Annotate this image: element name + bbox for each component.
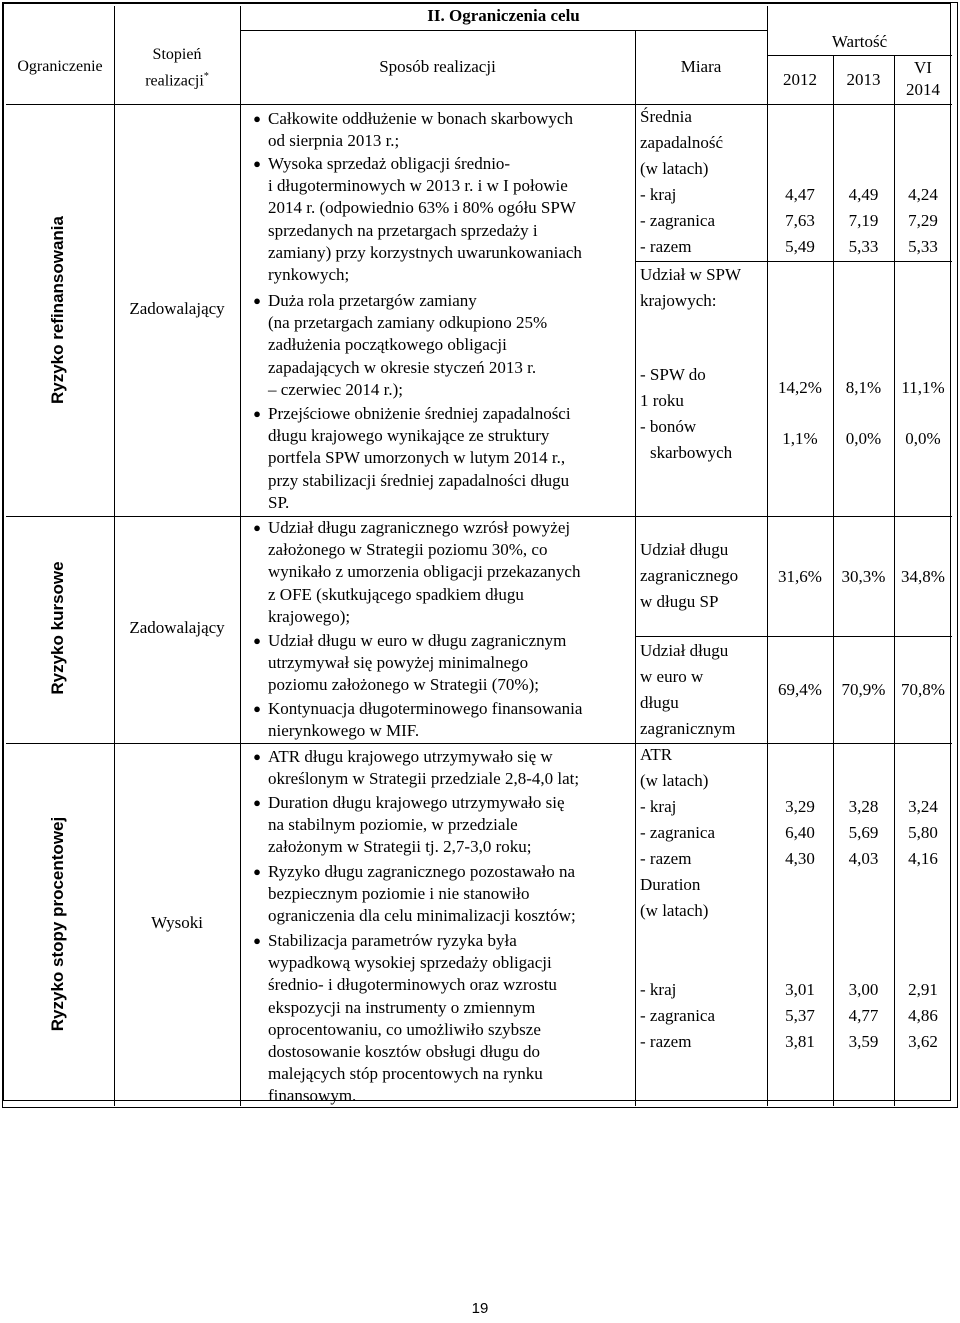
- stage-currency: Zadowalający: [129, 618, 225, 637]
- measure-refinancing-a: [640, 104, 723, 260]
- bullet-line: Całkowite oddłużenie w bonach skarbowych: [268, 109, 573, 128]
- value-cell: 70,8%: [901, 680, 945, 699]
- col-divider-3: [635, 30, 636, 1106]
- bullet-line: zamiany) przy korzystnych uwarunkowaniach: [268, 242, 582, 262]
- header-year-2013: 2013: [846, 70, 881, 89]
- bullet-line: rynkowych;: [268, 265, 350, 285]
- header-stage-line2: [114, 66, 240, 92]
- measure-line: (w latach): [640, 159, 709, 178]
- bullet-icon: ●: [253, 701, 261, 716]
- value-cell: 30,3%: [841, 567, 886, 586]
- value-cell: 3,59: [848, 1032, 879, 1051]
- measure-line: - kraj: [640, 980, 677, 999]
- value-cell: 5,69: [848, 823, 879, 842]
- header-measure: Miara: [680, 57, 722, 76]
- measure-line: - zagranica: [640, 823, 716, 842]
- page-number: 19: [471, 1300, 489, 1317]
- measure-interest-duration: [640, 977, 715, 1055]
- bullet-line: wynikało z umorzenia obligacji przekazanych: [268, 562, 581, 582]
- measure-currency-b: [640, 638, 735, 742]
- values-duration-2012: [767, 977, 833, 1055]
- measure-refinancing-b: [640, 362, 732, 466]
- values-atr-2012: [767, 794, 833, 872]
- bullet-line: Udział długu w euro w długu zagranicznym: [268, 631, 567, 650]
- measure-line: - kraj: [640, 797, 677, 816]
- rule-row2-bottom: [6, 743, 952, 744]
- value-cell: 0,0%: [845, 429, 882, 448]
- values-refinancing-2012: [767, 182, 833, 260]
- constraint-refinancing: Ryzyko refinansowania: [48, 216, 67, 405]
- value-cell: 3,28: [848, 797, 879, 816]
- header-constraint: Ograniczenie: [17, 58, 103, 75]
- bullet-line: i długoterminowych w 2013 r. i w I połowie: [268, 176, 568, 196]
- value-cell: 4,47: [785, 185, 815, 204]
- measure-line: Udział długu: [640, 641, 729, 660]
- value-cell: 4,86: [908, 1006, 938, 1025]
- bullet-line: Stabilizacja parametrów ryzyka była: [268, 931, 517, 950]
- bullet-line: oprocentowaniu, co umożliwiło szybsze: [268, 1019, 541, 1039]
- measure-line: Duration: [640, 875, 701, 894]
- bullet-line: – czerwiec 2014 r.);: [268, 379, 403, 399]
- value-cell: 5,33: [908, 237, 938, 256]
- bullet-line: Wysoka sprzedaż obligacji średnio-: [268, 154, 511, 173]
- value-cell: 14,2%: [778, 378, 822, 397]
- measure-currency-a: [640, 537, 738, 615]
- measure-line: ATR: [640, 745, 673, 764]
- measure-line: (w latach): [640, 901, 709, 920]
- bullet-line: długu krajowego wynikające ze struktury: [268, 426, 550, 446]
- bullet-icon: ●: [253, 933, 261, 948]
- bullet-line: utrzymywał się powyżej minimalnego: [268, 653, 529, 673]
- header-method: Sposób realizacji: [379, 57, 496, 76]
- measure-line: - razem: [640, 849, 692, 868]
- value-cell: 3,29: [785, 797, 815, 816]
- measure-line: - zagranica: [640, 1006, 716, 1025]
- measure-line: zagranicznego: [640, 566, 739, 585]
- header-stage-line1: Stopień: [152, 46, 202, 63]
- measure-line: Udział długu: [640, 540, 729, 559]
- value-cell: 69,4%: [778, 680, 822, 699]
- col-divider-2: [240, 6, 241, 1106]
- bullet-line: finansowym.: [268, 1086, 357, 1106]
- value-cell: 4,77: [848, 1006, 879, 1025]
- constraint-currency: Ryzyko kursowe: [48, 561, 67, 695]
- value-cell: 7,63: [785, 211, 815, 230]
- rule-row2-split: [635, 636, 952, 637]
- bullet-line: wypadkową wysokiej sprzedaży obligacji: [268, 953, 552, 973]
- value-cell: 1,1%: [782, 429, 818, 448]
- stage-refinancing: Zadowalający: [129, 299, 225, 318]
- header-year3-line1: VI: [914, 58, 932, 77]
- header-value: Wartość: [831, 32, 888, 51]
- measure-line: - razem: [640, 1032, 692, 1051]
- measure-line: krajowych:: [640, 291, 717, 310]
- bullet-line: na stabilnym poziomie, w przedziale: [268, 815, 518, 835]
- value-cell: 70,9%: [841, 680, 886, 699]
- values-refinancing-2014: [894, 182, 952, 260]
- value-cell: 3,62: [908, 1032, 938, 1051]
- bullet-icon: ●: [253, 293, 261, 308]
- bullet-line: krajowego);: [268, 606, 351, 626]
- bullet-line: ograniczenia dla celu minimalizacji kosztów;: [268, 906, 576, 926]
- value-cell: 4,16: [908, 849, 938, 868]
- bullet-icon: ●: [253, 156, 261, 171]
- measure-line: Udział w SPW: [640, 265, 742, 284]
- value-cell: 6,40: [785, 823, 815, 842]
- value-cell: 5,49: [785, 237, 815, 256]
- value-cell: 2,91: [908, 980, 938, 999]
- value-cell: 7,29: [908, 211, 938, 230]
- bullet-icon: ●: [253, 795, 261, 810]
- bullet-line: (na przetargach zamiany odkupiono 25%: [268, 313, 548, 333]
- bullet-line: od sierpnia 2013 r.;: [268, 131, 400, 151]
- value-cell: 3,81: [785, 1032, 815, 1051]
- header-stage-word: realizacji: [145, 72, 204, 90]
- bullet-line: Przejściowe obniżenie średniej zapadalności: [268, 404, 571, 423]
- header-stage-footnote-mark: *: [203, 71, 209, 82]
- bullet-icon: ●: [253, 633, 261, 648]
- bullet-line: 2014 r. (odpowiednio 63% i 80% ogółu SPW: [268, 198, 576, 218]
- bullet-line: zapadających w okresie styczeń 2013 r.: [268, 357, 537, 377]
- bullet-line: ekspozycji na instrumenty o zmiennym: [268, 997, 536, 1017]
- values-atr-2014: [894, 794, 952, 872]
- stage-interest-rate: Wysoki: [151, 913, 203, 932]
- rule-value-header: [768, 55, 952, 56]
- measure-line: zapadalność: [640, 133, 724, 152]
- rule-header-bottom: [6, 104, 952, 105]
- value-cell: 31,6%: [778, 567, 822, 586]
- values-duration-2013: [833, 977, 894, 1055]
- measure-interest-atr: [640, 742, 715, 924]
- bullet-line: poziomu założonego w Strategii (70%);: [268, 675, 539, 695]
- measure-line: 1 roku: [640, 391, 684, 410]
- section-title: II. Ograniczenia celu: [427, 6, 580, 25]
- measure-line: (w latach): [640, 771, 709, 790]
- values-duration-2014: [894, 977, 952, 1055]
- bullet-line: Kontynuacja długoterminowego finansowania: [268, 699, 583, 718]
- value-cell: 3,00: [848, 980, 879, 999]
- header-year-vi-2014: [894, 57, 952, 101]
- measure-line: Średnia: [640, 107, 692, 126]
- measure-line: długu: [640, 693, 679, 712]
- bullet-icon: ●: [253, 111, 261, 126]
- value-cell: 3,01: [785, 980, 815, 999]
- bullet-icon: ●: [253, 406, 261, 421]
- bullet-line: portfela SPW umorzonych w lutym 2014 r.,: [268, 448, 566, 468]
- bullet-line: SP.: [268, 492, 290, 512]
- col-divider-1: [114, 6, 115, 1106]
- value-cell: 5,80: [908, 823, 938, 842]
- bullet-line: nierynkowego w MIF.: [268, 721, 420, 741]
- rule-title-bottom: [240, 30, 767, 31]
- col-divider-4: [767, 6, 768, 1106]
- measure-line: - bonów: [640, 417, 697, 436]
- value-cell: 4,03: [848, 849, 879, 868]
- measure-line: - razem: [640, 237, 692, 256]
- bullet-line: Duża rola przetargów zamiany: [268, 291, 477, 310]
- measure-line: w długu SP: [640, 592, 719, 611]
- constraint-interest-rate: Ryzyko stopy procentowej: [48, 816, 67, 1032]
- header-stage: [114, 44, 240, 92]
- value-cell: 34,8%: [901, 567, 945, 586]
- bullet-line: zadłużenia początkowego obligacji: [268, 335, 507, 355]
- bullet-line: określonym w Strategii przedziale 2,8-4,0 lat;: [268, 769, 580, 789]
- bullet-line: dostosowanie kosztów obsługi długu do: [268, 1042, 540, 1062]
- bullet-line: malejących stóp procentowych na rynku: [268, 1064, 543, 1084]
- bullet-icon: ●: [253, 864, 261, 879]
- values-refinancing-2013: [833, 182, 894, 260]
- value-cell: 3,24: [908, 797, 938, 816]
- value-cell: 4,24: [908, 185, 938, 204]
- bullet-line: z OFE (skutkującego spadkiem długu: [268, 584, 524, 604]
- bullet-line: średnio- i długoterminowych oraz wzrostu: [268, 975, 557, 995]
- bullet-line: założonym w Strategii tj. 2,7-3,0 roku;: [268, 837, 532, 857]
- bullet-icon: ●: [253, 749, 261, 764]
- bullet-line: Udział długu zagranicznego wzrósł powyżej: [268, 518, 571, 537]
- value-cell: 4,49: [848, 185, 879, 204]
- value-cell: 11,1%: [901, 378, 945, 397]
- measure-line: zagranicznym: [640, 719, 736, 738]
- bullet-line: Ryzyko długu zagranicznego pozostawało na: [268, 862, 576, 881]
- bullet-line: założonego w Strategii poziomu 30%, co: [268, 540, 548, 560]
- value-cell: 4,30: [785, 849, 815, 868]
- value-cell: 5,37: [785, 1006, 815, 1025]
- bullet-line: przy stabilizacji średniej zapadalności długu: [268, 470, 570, 490]
- value-cell: 0,0%: [905, 429, 941, 448]
- header-year-2012: 2012: [783, 70, 817, 89]
- measure-line: skarbowych: [650, 443, 733, 462]
- header-year3-line2: 2014: [906, 80, 940, 99]
- measure-line: - kraj: [640, 185, 677, 204]
- measure-refinancing-spw: [640, 262, 741, 314]
- bullet-line: sprzedanych na przetargach sprzedaży i: [268, 220, 538, 240]
- values-atr-2013: [833, 794, 894, 872]
- value-cell: 7,19: [848, 211, 879, 230]
- bullet-line: bezpiecznym poziomie i nie stanowiło: [268, 884, 530, 904]
- measure-line: - SPW do: [640, 365, 706, 384]
- measure-line: - zagranica: [640, 211, 716, 230]
- value-cell: 5,33: [848, 237, 879, 256]
- value-cell: 8,1%: [845, 378, 882, 397]
- measure-line: w euro w: [640, 667, 704, 686]
- bullet-line: ATR długu krajowego utrzymywało się w: [268, 747, 553, 766]
- bullet-line: Duration długu krajowego utrzymywało się: [268, 793, 565, 812]
- bullet-icon: ●: [253, 520, 261, 535]
